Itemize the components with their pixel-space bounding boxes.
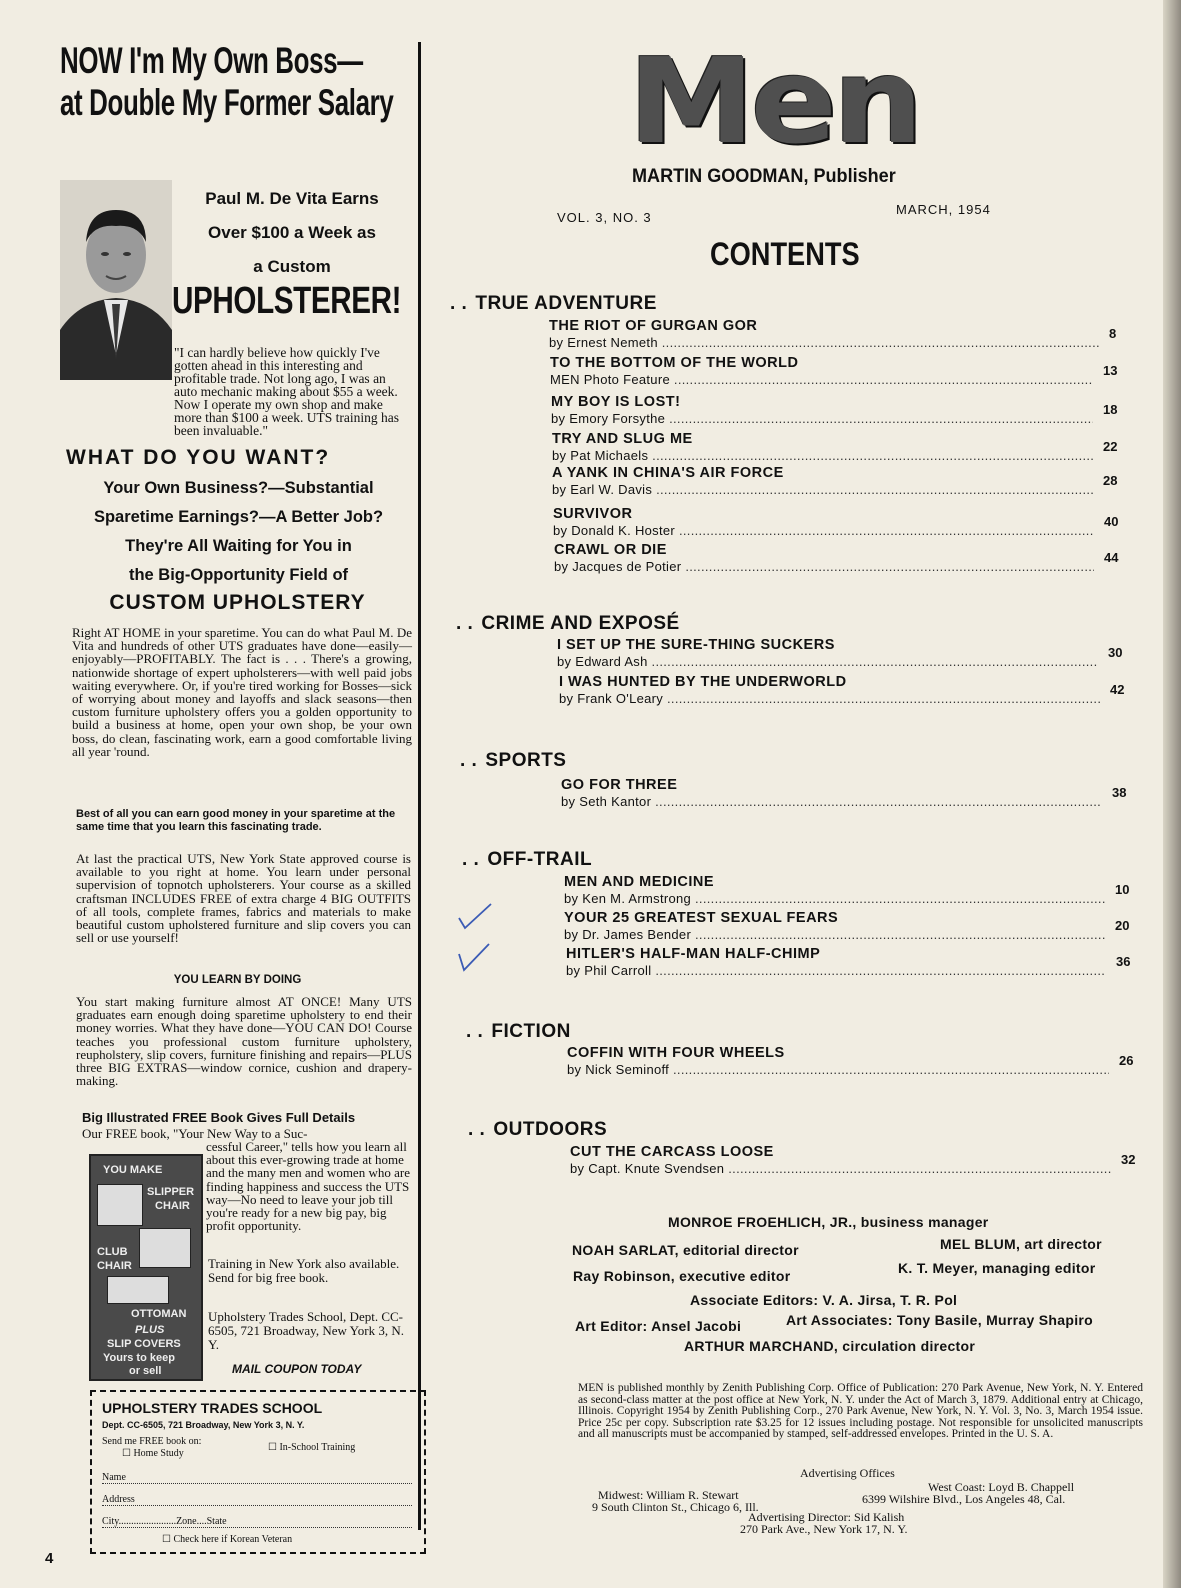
contents-entry	[566, 946, 1106, 978]
entry-title: YOUR 25 GREATEST SEXUAL FEARS	[564, 910, 839, 926]
entry-byline: by Nick Seminoff .....	[567, 1062, 1109, 1077]
entry-byline: by Earl W. Davis .....	[552, 482, 1093, 497]
home-study-checkbox[interactable]: ☐ Home Study	[122, 1448, 184, 1459]
section-title: FICTION	[491, 1021, 571, 1042]
free-book-text: cessful Career," tells how you learn all about this ever-growing trade at home and the many men and women who are finding happiness and success the UTS way—No need to leave your job till you're ready for a new big pay, big profit opportunity.	[206, 1139, 410, 1234]
box-slipper-chair: CHAIR	[155, 1200, 190, 1212]
issue-date: MARCH, 1954	[896, 202, 991, 217]
magazine-logo: Men	[628, 32, 920, 170]
contents-entry	[567, 1045, 1109, 1077]
section-title: OFF-TRAIL	[487, 849, 593, 870]
entry-title: TRY AND SLUG ME	[552, 431, 693, 447]
mail-coupon-label: MAIL COUPON TODAY	[232, 1362, 362, 1376]
staff-editorial: NOAH SARLAT, editorial director	[572, 1242, 799, 1258]
club-chair-icon	[139, 1228, 191, 1268]
entry-page-number: 10	[1115, 882, 1130, 897]
contents-entry	[554, 542, 1094, 574]
ad-intro-line3: a Custom	[253, 257, 331, 276]
ad-headline-line2: at Double My Former Salary	[60, 82, 394, 123]
box-yours: Yours to keep	[103, 1352, 175, 1364]
what-line1: Your Own Business?—Substantial	[103, 479, 374, 497]
entry-byline: by Dr. James Bender .....	[564, 927, 1105, 942]
testimonial-quote	[60, 346, 402, 437]
section-title: TRUE ADVENTURE	[475, 293, 657, 314]
advertising-director: Advertising Director: Sid Kalish	[748, 1510, 905, 1524]
entry-byline: by Phil Carroll .....	[566, 963, 1106, 978]
staff-business: MONROE FROEHLICH, JR., business manager	[668, 1214, 989, 1230]
entry-page-number: 8	[1109, 326, 1117, 341]
what-line4: the Big-Opportunity Field of	[128, 566, 349, 584]
page-number: 4	[45, 1550, 54, 1567]
ad-intro-line2: Over $100 a Week as	[208, 223, 376, 242]
ad-bold-paragraph: Best of all you can earn good money in your sparetime at the same time that you learn this fascinating trade.	[76, 808, 396, 833]
coupon-city-field[interactable]: City.......................Zone....State	[102, 1516, 412, 1528]
contents-entry	[552, 431, 1093, 463]
learn-by-doing-heading: YOU LEARN BY DOING	[173, 974, 302, 986]
page-edge-shadow	[1163, 0, 1181, 1588]
what-lines	[66, 474, 411, 590]
entry-title: A YANK IN CHINA'S AIR FORCE	[552, 465, 784, 481]
contents-entry	[550, 355, 1093, 387]
entry-byline: MEN Photo Feature .....	[550, 372, 1093, 387]
entry-byline: by Jacques de Potier .....	[554, 559, 1094, 574]
entry-title: MY BOY IS LOST!	[551, 394, 681, 410]
ad-body-paragraph-3: You start making furniture almost AT ONCE! Many UTS graduates earn enough doing sparetime upholstery to end their money worries. What they have done—YOU CAN DO! Course teaches you professional custom furniture upholstery, reupholstery, slip covers, furniture finishing and repairs—PLUS three BIG EXTRAS—window cornice, cushion and drapery-making.	[76, 994, 412, 1089]
entry-byline: by Seth Kantor .....	[561, 794, 1102, 809]
box-ottoman: OTTOMAN	[131, 1308, 187, 1320]
coupon-name-field[interactable]: Name	[102, 1472, 412, 1484]
section-crime-expose	[456, 613, 680, 635]
contents-entry	[570, 1144, 1111, 1176]
ad-intro-line1: Paul M. De Vita Earns	[205, 189, 379, 208]
publication-notice: MEN is published monthly by Zenith Publishing Corp. Office of Publication: 270 Park Avenue, New York, N. Y. Entered as second-class matter at the post office at New York, N. Y. under the Act of March 3, 1879. Additional entry at Chicago, Illinois. Copyright 1954 by Zenith Publishing Corp., 270 Park Avenue, New York, N. Y. Vol. 3, No. 3, March 1954 issue. Price 25c per copy. Subscription rate $3.25 for 12 issues including postage. Not responsible for unsolicited manuscripts and all manuscripts must be accompanied by stamped, self-addressed envelopes. Printed in the U. S. A.	[578, 1382, 1143, 1440]
box-or-sell: or sell	[129, 1365, 162, 1377]
order-coupon[interactable]	[90, 1390, 426, 1554]
staff-circulation: ARTHUR MARCHAND, circulation director	[684, 1338, 976, 1354]
entry-page-number: 40	[1104, 514, 1119, 529]
in-school-checkbox[interactable]: ☐ In-School Training	[268, 1442, 356, 1453]
what-line3: They're All Waiting for You in	[125, 537, 352, 555]
box-plus: PLUS	[135, 1324, 165, 1336]
entry-page-number: 42	[1110, 682, 1125, 697]
contents-entry	[557, 637, 1098, 669]
section-title: CRIME AND EXPOSÉ	[481, 613, 680, 634]
free-book-heading: Big Illustrated FREE Book Gives Full Details	[82, 1110, 356, 1125]
entry-byline: by Pat Michaels .....	[552, 448, 1093, 463]
ad-body-paragraph-2: At last the practical UTS, New York State approved course is available to you right at home. You learn under personal supervision of topnotch upholsterers. Your course as a skilled craftsman INCLUDES FREE of extra charge 4 BIG OUTFITS of all tools, complete frames, fabrics and materials to make beautiful custom upholstered furniture and slip covers you can sell or use yourself!	[76, 851, 411, 946]
section-dots: . .	[456, 613, 474, 634]
section-fiction	[466, 1021, 571, 1043]
column-divider	[418, 42, 421, 1530]
entry-byline: by Frank O'Leary .....	[559, 691, 1100, 706]
box-club: CLUB	[97, 1246, 128, 1258]
ottoman-icon	[107, 1276, 169, 1304]
entry-page-number: 36	[1116, 954, 1131, 969]
section-dots: . .	[468, 1119, 486, 1140]
section-true-adventure	[450, 293, 657, 315]
contents-entry	[549, 318, 1099, 350]
entry-title: I WAS HUNTED BY THE UNDERWORLD	[559, 674, 847, 690]
testimonial-text: "I can hardly believe how quickly I've gotten ahead in this interesting and profitable trade. Not long ago, I was an auto mechanic making about $55 a week. Now I operate my own shop and make more than $100 a week. UTS training has been invaluable."	[174, 345, 399, 438]
box-you-make: YOU MAKE	[103, 1164, 163, 1176]
contents-entry	[564, 874, 1105, 906]
contents-entry	[551, 394, 1093, 426]
section-off-trail	[462, 849, 592, 871]
section-dots: . .	[450, 293, 468, 314]
custom-upholstery-heading: CUSTOM UPHOLSTERY	[109, 591, 366, 614]
entry-byline: by Ernest Nemeth .....	[549, 335, 1099, 350]
school-address: Upholstery Trades School, Dept. CC-6505, 721 Broadway, New York 3, N. Y.	[208, 1309, 404, 1352]
contents-entry	[553, 506, 1094, 538]
entry-page-number: 32	[1121, 1152, 1136, 1167]
entry-page-number: 28	[1103, 473, 1118, 488]
free-book-line1: Our FREE book, "Your New Way to a Suc-	[82, 1126, 308, 1141]
staff-art-editor: Art Editor: Ansel Jacobi	[575, 1318, 742, 1334]
section-dots: . .	[466, 1021, 484, 1042]
contents-entry	[561, 777, 1102, 809]
contents-entry	[564, 910, 1105, 942]
entry-byline: by Ken M. Armstrong .....	[564, 891, 1105, 906]
coupon-address-field[interactable]: Address	[102, 1494, 412, 1506]
entry-page-number: 22	[1103, 439, 1118, 454]
entry-page-number: 20	[1115, 918, 1130, 933]
advertising-midwest: Midwest: William R. Stewart	[598, 1488, 739, 1502]
entry-title: GO FOR THREE	[561, 777, 678, 793]
volume-number: VOL. 3, NO. 3	[557, 210, 652, 225]
training-text: Training in New York also available. Send for big free book.	[208, 1256, 400, 1285]
veteran-checkbox[interactable]: ☐ Check here if Korean Veteran	[162, 1534, 293, 1545]
staff-art-associates: Art Associates: Tony Basile, Murray Shapiro	[786, 1312, 1093, 1328]
furniture-box	[89, 1154, 203, 1381]
ad-headline	[60, 40, 417, 124]
entry-page-number: 26	[1119, 1053, 1134, 1068]
advertising-west: West Coast: Loyd B. Chappell	[928, 1480, 1075, 1494]
contents-entry	[559, 674, 1100, 706]
staff-associate: Associate Editors: V. A. Jirsa, T. R. Pol	[690, 1292, 958, 1308]
section-title: SPORTS	[485, 750, 567, 771]
what-line2: Sparetime Earnings?—A Better Job?	[93, 508, 384, 526]
handwritten-checkmarks	[455, 898, 495, 978]
section-dots: . .	[460, 750, 478, 771]
what-do-you-want-heading: WHAT DO YOU WANT?	[66, 446, 331, 469]
entry-page-number: 18	[1103, 402, 1118, 417]
upholstery-advertisement	[60, 40, 415, 1545]
entry-byline: by Donald K. Hoster .....	[553, 523, 1094, 538]
entry-title: SURVIVOR	[553, 506, 633, 522]
section-dots: . .	[462, 849, 480, 870]
entry-title: CUT THE CARCASS LOOSE	[570, 1144, 774, 1160]
entry-page-number: 44	[1104, 550, 1119, 565]
contents-heading: CONTENTS	[710, 236, 860, 272]
entry-page-number: 30	[1108, 645, 1123, 660]
ad-headline-line1: NOW I'm My Own Boss—	[60, 40, 363, 81]
advertising-west-address: 6399 Wilshire Blvd., Los Angeles 48, Cal.	[862, 1492, 1066, 1506]
entry-byline: by Edward Ash .....	[557, 654, 1098, 669]
staff-art-director: MEL BLUM, art director	[940, 1236, 1102, 1252]
advertising-director-address: 270 Park Ave., New York 17, N. Y.	[740, 1522, 908, 1536]
entry-title: HITLER'S HALF-MAN HALF-CHIMP	[566, 946, 821, 962]
entry-title: I SET UP THE SURE-THING SUCKERS	[557, 637, 835, 653]
box-club-chair: CHAIR	[97, 1260, 132, 1272]
entry-title: CRAWL OR DIE	[554, 542, 667, 558]
coupon-dept: Dept. CC-6505, 721 Broadway, New York 3, N. Y.	[102, 1420, 305, 1430]
coupon-title: UPHOLSTERY TRADES SCHOOL	[102, 1400, 323, 1416]
entry-byline: by Capt. Knute Svendsen .....	[570, 1161, 1111, 1176]
entry-page-number: 38	[1112, 785, 1127, 800]
contents-entry	[552, 465, 1093, 497]
entry-title: COFFIN WITH FOUR WHEELS	[567, 1045, 785, 1061]
ad-intro	[172, 182, 412, 284]
box-slipper: SLIPPER	[147, 1186, 195, 1198]
slipper-chair-icon	[97, 1184, 143, 1226]
entry-byline: by Emory Forsythe .....	[551, 411, 1093, 426]
entry-title: THE RIOT OF GURGAN GOR	[549, 318, 758, 334]
box-slip-covers: SLIP COVERS	[107, 1338, 181, 1350]
advertising-midwest-address: 9 South Clinton St., Chicago 6, Ill.	[592, 1500, 759, 1514]
staff-managing: K. T. Meyer, managing editor	[898, 1260, 1096, 1276]
entry-title: TO THE BOTTOM OF THE WORLD	[550, 355, 799, 371]
entry-title: MEN AND MEDICINE	[564, 874, 715, 890]
section-outdoors	[468, 1119, 607, 1141]
entry-page-number: 13	[1103, 363, 1118, 378]
staff-executive: Ray Robinson, executive editor	[573, 1268, 791, 1284]
ad-body-paragraph-1: Right AT HOME in your sparetime. You can do what Paul M. De Vita and hundreds of other UTS graduates have done—easily—enjoyably—PROFITABLY. The fact is . . . There's a growing, nationwide shortage of expert upholsterers—with well paid jobs waiting everywhere. Or, if you're tired working for Bosses—sick of worrying about money and layoffs and slack seasons—then custom furniture upholstery offers you a golden opportunity to build a business at home, open your own shop, be your own boss, do clean, fascinating work, earn a good comfortable living all year 'round.	[72, 625, 412, 759]
coupon-send: Send me FREE book on:	[102, 1436, 202, 1447]
upholsterer-heading: UPHOLSTERER!	[172, 280, 402, 322]
advertising-heading: Advertising Offices	[800, 1466, 895, 1480]
section-sports	[460, 750, 566, 772]
section-title: OUTDOORS	[493, 1119, 608, 1140]
publisher-line: MARTIN GOODMAN, Publisher	[632, 166, 896, 187]
